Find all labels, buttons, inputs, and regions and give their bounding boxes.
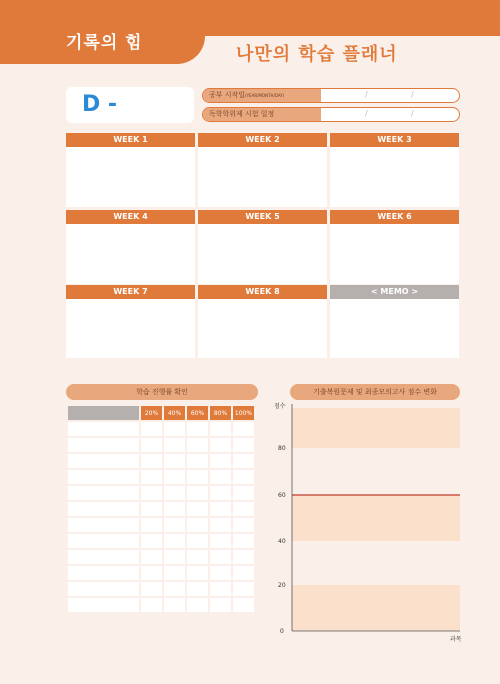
week-cell[interactable]	[66, 210, 195, 284]
progress-cell[interactable]	[187, 502, 208, 516]
progress-cell[interactable]	[187, 598, 208, 612]
chart-band	[292, 585, 460, 631]
week-header: WEEK 6	[330, 210, 459, 224]
week-cell[interactable]	[330, 133, 459, 207]
memo-header: < MEMO >	[330, 285, 459, 299]
week-header: WEEK 8	[198, 285, 327, 299]
progress-cell[interactable]	[210, 598, 231, 612]
date-separator: /	[365, 90, 368, 99]
study-start-field[interactable]	[202, 88, 460, 103]
subject-cell[interactable]	[68, 422, 139, 436]
progress-cell[interactable]	[141, 454, 162, 468]
progress-cell[interactable]	[233, 470, 254, 484]
progress-cell[interactable]	[210, 470, 231, 484]
progress-table	[66, 404, 256, 614]
progress-row	[68, 486, 254, 500]
week-body[interactable]	[198, 299, 327, 358]
progress-cell[interactable]	[187, 518, 208, 532]
progress-cell[interactable]	[233, 566, 254, 580]
progress-cell[interactable]	[210, 454, 231, 468]
progress-row	[68, 566, 254, 580]
week-header: WEEK 5	[198, 210, 327, 224]
progress-col-header: 20%	[141, 406, 162, 420]
chart-band	[292, 408, 460, 448]
date-separator: /	[411, 109, 414, 118]
date-separator: /	[411, 90, 414, 99]
week-header: WEEK 4	[66, 210, 195, 224]
week-body[interactable]	[66, 224, 195, 284]
memo-body[interactable]	[330, 299, 459, 358]
subject-cell[interactable]	[68, 582, 139, 596]
week-header: WEEK 7	[66, 285, 195, 299]
progress-cell[interactable]	[164, 454, 185, 468]
progress-cell[interactable]	[233, 422, 254, 436]
progress-row	[68, 454, 254, 468]
progress-cell[interactable]	[141, 518, 162, 532]
progress-cell[interactable]	[233, 550, 254, 564]
progress-col-header: 100%	[233, 406, 254, 420]
score-chart	[270, 396, 470, 646]
progress-cell[interactable]	[141, 470, 162, 484]
y-tick: 0	[280, 628, 284, 635]
progress-cell[interactable]	[164, 598, 185, 612]
x-axis-label: 과목	[450, 636, 462, 643]
progress-cell[interactable]	[141, 438, 162, 452]
progress-cell[interactable]	[164, 470, 185, 484]
progress-cell[interactable]	[164, 422, 185, 436]
week-cell[interactable]	[66, 285, 195, 358]
y-axis-label: 점수	[274, 403, 286, 410]
date-separator: /	[365, 109, 368, 118]
week-cell[interactable]	[198, 210, 327, 284]
progress-cell[interactable]	[164, 502, 185, 516]
week-cell[interactable]	[198, 133, 327, 207]
progress-cell[interactable]	[164, 534, 185, 548]
subject-header	[68, 406, 139, 420]
week-header: WEEK 1	[66, 133, 195, 147]
progress-cell[interactable]	[233, 438, 254, 452]
subject-cell[interactable]	[68, 598, 139, 612]
chart-band	[292, 541, 460, 585]
progress-cell[interactable]	[210, 438, 231, 452]
progress-cell[interactable]	[187, 454, 208, 468]
page-title: 나만의 학습 플래너	[236, 44, 398, 65]
progress-section-title: 학습 진행률 확인	[66, 384, 258, 400]
progress-cell[interactable]	[164, 438, 185, 452]
progress-cell[interactable]	[233, 486, 254, 500]
week-body[interactable]	[66, 299, 195, 358]
dday-box[interactable]	[66, 87, 194, 123]
progress-cell[interactable]	[164, 550, 185, 564]
progress-row	[68, 598, 254, 612]
y-tick: 20	[278, 582, 286, 589]
progress-cell[interactable]	[187, 470, 208, 484]
progress-cell[interactable]	[233, 582, 254, 596]
progress-cell[interactable]	[210, 486, 231, 500]
progress-cell[interactable]	[210, 582, 231, 596]
exam-date-label: 독학학위제 시험 일정	[203, 108, 321, 121]
progress-cell[interactable]	[210, 502, 231, 516]
week-body[interactable]	[330, 224, 459, 284]
progress-cell[interactable]	[233, 454, 254, 468]
progress-cell[interactable]	[210, 518, 231, 532]
progress-cell[interactable]	[233, 534, 254, 548]
score-section-title: 기출복원문제 및 최종모의고사 점수 변화	[290, 384, 460, 400]
progress-col-header: 40%	[164, 406, 185, 420]
subject-cell[interactable]	[68, 470, 139, 484]
subject-cell[interactable]	[68, 502, 139, 516]
progress-cell[interactable]	[187, 422, 208, 436]
progress-row	[68, 534, 254, 548]
progress-cell[interactable]	[187, 486, 208, 500]
week-cell[interactable]	[66, 133, 195, 207]
week-header: WEEK 2	[198, 133, 327, 147]
memo-cell[interactable]	[330, 285, 459, 358]
header	[0, 0, 500, 64]
progress-row	[68, 470, 254, 484]
chart-band	[292, 448, 460, 495]
progress-cell[interactable]	[141, 534, 162, 548]
chart-band	[292, 495, 460, 541]
progress-cell[interactable]	[210, 422, 231, 436]
subject-cell[interactable]	[68, 454, 139, 468]
week-header: WEEK 3	[330, 133, 459, 147]
progress-cell[interactable]	[187, 550, 208, 564]
study-start-label: 공부 시작일(YEAR/MONTH/DAY)	[203, 89, 321, 102]
progress-cell[interactable]	[164, 582, 185, 596]
subject-cell[interactable]	[68, 566, 139, 580]
dday-label: D -	[82, 92, 118, 117]
week-body[interactable]	[198, 147, 327, 207]
progress-row	[68, 502, 254, 516]
subject-cell[interactable]	[68, 438, 139, 452]
week-cell[interactable]	[330, 210, 459, 284]
progress-cell[interactable]	[141, 582, 162, 596]
progress-row	[68, 582, 254, 596]
progress-row	[68, 422, 254, 436]
subject-cell[interactable]	[68, 486, 139, 500]
progress-cell[interactable]	[164, 518, 185, 532]
progress-cell[interactable]	[187, 582, 208, 596]
brand-title: 기록의 힘	[66, 33, 143, 53]
week-cell[interactable]	[198, 285, 327, 358]
progress-cell[interactable]	[141, 502, 162, 516]
y-tick: 60	[278, 492, 286, 499]
progress-cell[interactable]	[187, 438, 208, 452]
week-body[interactable]	[198, 224, 327, 284]
progress-row	[68, 550, 254, 564]
progress-cell[interactable]	[164, 486, 185, 500]
progress-cell[interactable]	[210, 566, 231, 580]
subject-cell[interactable]	[68, 518, 139, 532]
y-tick: 80	[278, 445, 286, 452]
progress-cell[interactable]	[233, 598, 254, 612]
progress-cell[interactable]	[233, 518, 254, 532]
subject-cell[interactable]	[68, 550, 139, 564]
progress-cell[interactable]	[187, 566, 208, 580]
progress-col-header: 60%	[187, 406, 208, 420]
progress-cell[interactable]	[141, 486, 162, 500]
progress-row	[68, 438, 254, 452]
progress-cell[interactable]	[141, 550, 162, 564]
progress-cell[interactable]	[141, 566, 162, 580]
progress-header-row	[68, 406, 254, 420]
progress-cell[interactable]	[187, 534, 208, 548]
week-body[interactable]	[66, 147, 195, 207]
progress-cell[interactable]	[141, 598, 162, 612]
progress-cell[interactable]	[141, 422, 162, 436]
y-tick: 40	[278, 538, 286, 545]
progress-cell[interactable]	[210, 534, 231, 548]
progress-cell[interactable]	[233, 502, 254, 516]
subject-cell[interactable]	[68, 534, 139, 548]
week-body[interactable]	[330, 147, 459, 207]
progress-row	[68, 518, 254, 532]
progress-col-header: 80%	[210, 406, 231, 420]
progress-cell[interactable]	[164, 566, 185, 580]
exam-date-field[interactable]	[202, 107, 460, 122]
progress-cell[interactable]	[210, 550, 231, 564]
